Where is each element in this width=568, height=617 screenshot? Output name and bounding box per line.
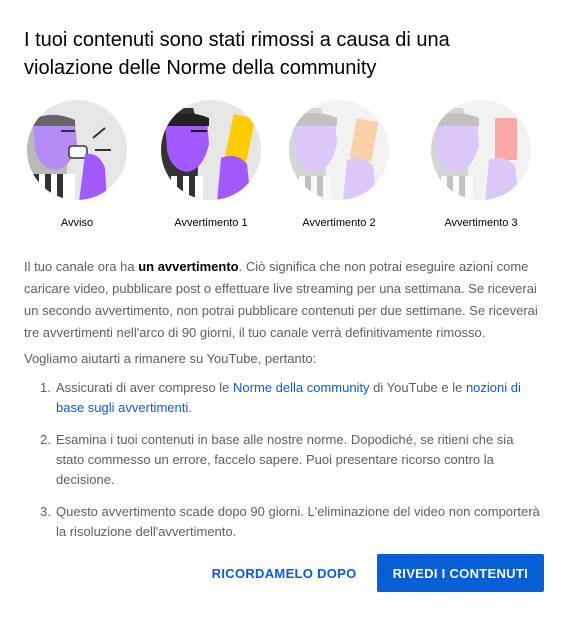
strike-step-1	[156, 98, 266, 230]
yellow-card-icon	[159, 98, 263, 202]
dialog-title: I tuoi contenuti sono stati rimossi a causa di una violazione delle Norme della community	[24, 29, 450, 79]
step-text: Esamina i tuoi contenuti in base alle nostre norme. Dopodiché, se ritieni che sia stato commesso un errore, faccelo sapere. Puoi presentare ricorso contro la decisione.	[56, 432, 514, 487]
help-intro: Vogliamo aiutarti a rimanere su YouTube, pertanto:	[24, 351, 317, 366]
community-guidelines-link[interactable]: Norme della community	[233, 380, 370, 395]
whistle-icon	[25, 98, 129, 202]
step-text-part: Assicurati di aver compreso le	[56, 380, 234, 395]
strike-label: Avvertimento 1	[174, 217, 248, 229]
strike-explanation	[24, 256, 544, 344]
strike-step-2	[284, 98, 394, 230]
help-steps-list	[40, 378, 545, 554]
step-text-part: di YouTube e le	[369, 380, 466, 395]
strike-step-3	[426, 98, 536, 230]
strike-label: Avvertimento 3	[444, 217, 518, 229]
explanation-suffix: . Ciò significa che non potrai eseguire azioni come caricare video, pubblicare post o effettuare live streaming per una settimana. Se riceverai un secondo avvertimento, non potrai pubblicare contenuti per due settimane. Se riceverai tre avvertimenti nell'arco di 90 giorni, il tuo canale verrà definitivamente rimosso.	[24, 259, 538, 340]
explanation-strike-count: un avvertimento	[138, 259, 239, 274]
help-step	[40, 502, 545, 542]
strike-step-warning	[22, 98, 132, 230]
strike-label: Avvertimento 2	[302, 217, 376, 229]
help-step	[40, 430, 545, 490]
step-number: 1.	[40, 380, 51, 395]
orange-card-icon	[287, 98, 391, 202]
step-text: Questo avvertimento scade dopo 90 giorni. L'eliminazione del video non comporterà la risoluzione dell'avvertimento.	[56, 504, 540, 539]
red-card-icon	[429, 98, 533, 202]
strike-basics-link[interactable]: nozioni di base sugli avvertimenti	[56, 380, 521, 415]
remind-later-button[interactable]: RICORDAMELO DOPO	[196, 556, 373, 591]
step-text-part: .	[188, 400, 192, 415]
step-text	[56, 378, 545, 418]
explanation-prefix: Il tuo canale ora ha	[24, 259, 139, 274]
dialog-actions	[196, 554, 544, 592]
step-number: 2.	[40, 432, 51, 447]
step-number: 3.	[40, 504, 51, 519]
help-step	[40, 378, 545, 418]
strike-label: Avviso	[60, 217, 94, 229]
review-content-button[interactable]: RIVEDI I CONTENUTI	[377, 554, 544, 592]
strike-illustrations	[22, 98, 532, 238]
